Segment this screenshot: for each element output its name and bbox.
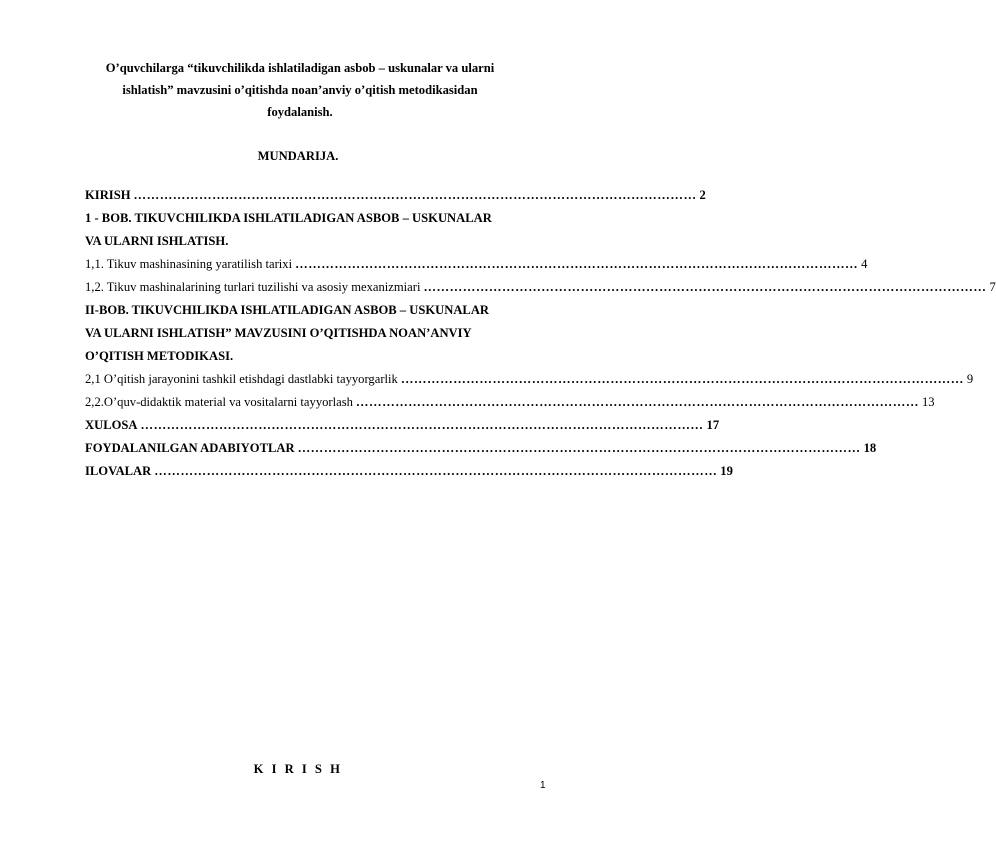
dot-leader: ………………………………………………………………………………………………………………… xyxy=(133,188,697,202)
toc-entry-label: XULOSA xyxy=(85,418,138,432)
dot-leader: ………………………………………………………………………………………………………………… xyxy=(295,257,859,271)
toc-chapter-2-line-1: II-BOB. TIKUVCHILIKDA ISHLATILADIGAN ASBOB – USKUNALAR xyxy=(85,303,490,317)
toc-entry-label: KIRISH xyxy=(85,188,131,202)
dot-leader: ………………………………………………………………………………………………………………… xyxy=(140,418,704,432)
toc-entry-xulosa xyxy=(85,414,720,437)
toc-page-number: 7 xyxy=(989,280,996,294)
page-number: 1 xyxy=(540,780,546,791)
toc-entry-label: 1,1. Tikuv mashinasining yaratilish tarixi xyxy=(85,257,293,271)
toc-chapter-2-line-3: O’QITISH METODIKASI. xyxy=(85,349,234,363)
toc-entry-label: 2,1 O’qitish jarayonini tashkil etishdagi dastlabki tayyorgarlik xyxy=(85,372,398,386)
toc-page-number: 9 xyxy=(966,372,974,386)
toc-entry-label: ILOVALAR xyxy=(85,464,152,478)
dot-leader: ………………………………………………………………………………………………………………… xyxy=(154,464,718,478)
toc-page-number: 2 xyxy=(699,188,706,202)
toc-page-number: 17 xyxy=(706,418,720,432)
toc-page-number: 18 xyxy=(863,441,877,455)
toc-entry-1-1 xyxy=(85,253,868,276)
document-title: O’quvchilarga “tikuvchilikda ishlatiladigan asbob – uskunalar va ularni ishlatish” mavzusini o’qitishda noan’anviy o’qitish metodikasidan foydalanish. xyxy=(105,61,495,119)
toc-heading: MUNDARIJA. xyxy=(257,149,339,163)
toc-chapter-1-line-2: VA ULARNI ISHLATISH. xyxy=(85,234,229,248)
toc-entry-label: FOYDALANILGAN ADABIYOTLAR xyxy=(85,441,295,455)
toc-chapter-1-line-1: 1 - BOB. TIKUVCHILIKDA ISHLATILADIGAN ASBOB – USKUNALAR xyxy=(85,211,492,225)
table-of-contents xyxy=(85,184,996,483)
toc-entry-label: 2,2.O’quv-didaktik material va vositalarni tayyorlash xyxy=(85,395,353,409)
toc-entry-2-1 xyxy=(85,368,974,391)
toc-chapter-2-line-2: VA ULARNI ISHLATISH” MAVZUSINI O’QITISHDA NOAN’ANVIY xyxy=(85,326,472,340)
toc-entry-1-2 xyxy=(85,276,996,299)
section-heading-kirish: K I R I S H xyxy=(253,762,343,776)
toc-entry-kirish xyxy=(85,184,706,207)
dot-leader: ………………………………………………………………………………………………………………… xyxy=(297,441,861,455)
dot-leader: ………………………………………………………………………………………………………………… xyxy=(400,372,964,386)
dot-leader: ………………………………………………………………………………………………………………… xyxy=(355,395,919,409)
toc-page-number: 4 xyxy=(861,257,868,271)
dot-leader: ………………………………………………………………………………………………………………… xyxy=(423,280,987,294)
toc-entry-ilovalar xyxy=(85,460,733,483)
toc-page-number: 13 xyxy=(921,395,935,409)
toc-entry-adabiyotlar xyxy=(85,437,877,460)
toc-page-number: 19 xyxy=(720,464,733,478)
toc-entry-label: 1,2. Tikuv mashinalarining turlari tuzilishi va asosiy mexanizmiari xyxy=(85,280,421,294)
toc-entry-2-2 xyxy=(85,391,935,414)
